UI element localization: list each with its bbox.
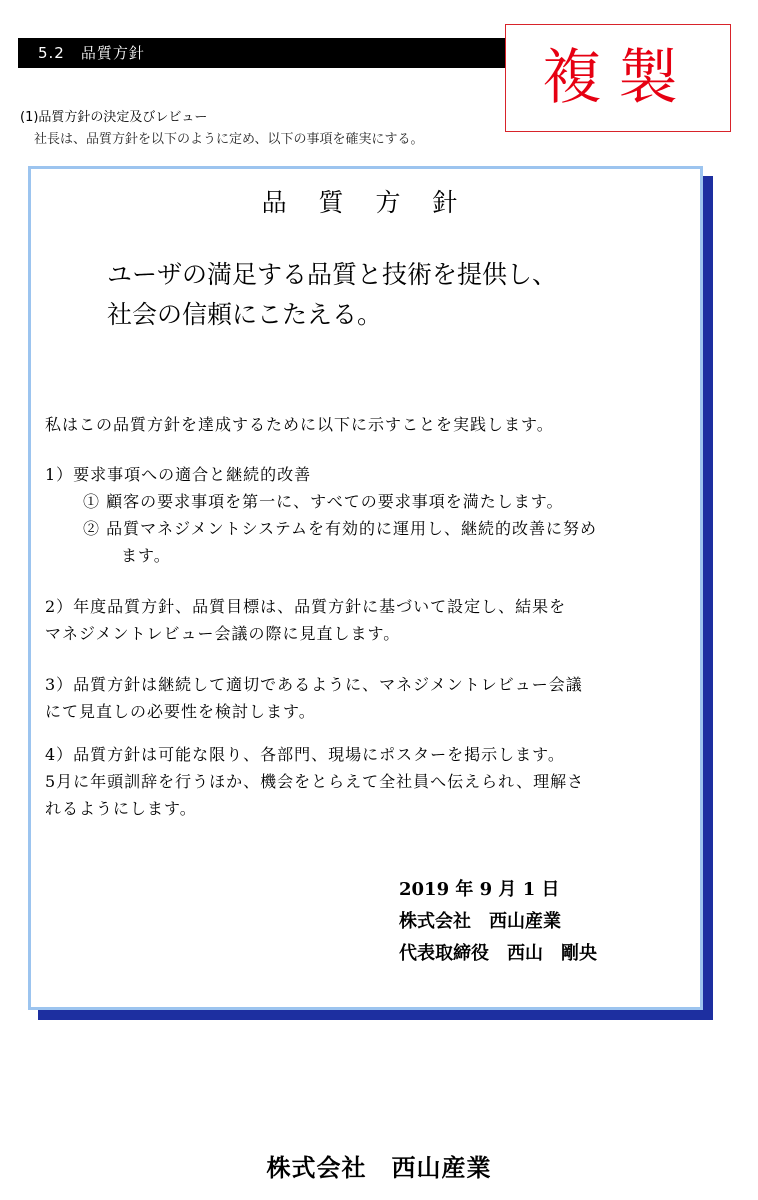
subheading: (1)品質方針の決定及びレビュー [20,110,208,125]
policy-lead [45,411,695,438]
footer-company-name: 株式会社 西山産業 [266,1154,492,1182]
motto-line-2: 社会の信頼にこたえる。 [107,300,383,329]
item-1-sub-2-line-1: ② 品質マネジメントシステムを有効的に運用し、継続的改善に努め [83,519,598,538]
lead-text: 私はこの品質方針を達成するために以下に示すことを実践します。 [45,415,554,434]
item-4-line-3: れるようにします。 [45,799,197,818]
item-4-line-1: 4）品質方針は可能な限り、各部門、現場にポスターを掲示します。 [45,745,565,764]
item-2-line-2: マネジメントレビュー会議の際に見直します。 [45,624,401,643]
item-1-sub-1: ① 顧客の要求事項を第一に、すべての要求事項を満たします。 [83,492,564,511]
policy-frame [28,166,703,1010]
policy-item-3 [45,671,695,725]
item-2-line-1: 2）年度品質方針、品質目標は、品質方針に基づいて設定し、結果を [45,597,567,616]
policy-item-1 [45,461,695,569]
copy-stamp: 複製 [505,24,731,132]
item-3-line-1: 3）品質方針は継続して適切であるように、マネジメントレビュー会議 [45,675,583,694]
item-3-line-2: にて見直しの必要性を検討します。 [45,702,316,721]
item-4-line-2: 5月に年頭訓辞を行うほか、機会をとらえて全社員へ伝えられ、理解さ [45,772,585,791]
policy-motto [107,255,557,335]
motto-line-1: ユーザの満足する品質と技術を提供し、 [107,260,558,289]
item-1-heading: 1）要求事項への適合と継続的改善 [45,465,312,484]
signature-block [399,874,597,970]
signature-company: 株式会社 西山産業 [399,911,561,932]
signature-date: 2019 年 9 月 1 日 [399,879,560,900]
item-1-sub-2-line-2: ます。 [121,546,171,565]
policy-item-2 [45,593,695,647]
policy-item-4 [45,741,695,822]
section-title: 5.2 品質方針 [38,44,145,62]
intro-text: 社長は、品質方針を以下のように定め、以下の事項を確実にする。 [34,132,424,147]
signature-representative: 代表取締役 西山 剛央 [399,943,597,964]
policy-title: 品 質 方 針 [261,188,470,217]
